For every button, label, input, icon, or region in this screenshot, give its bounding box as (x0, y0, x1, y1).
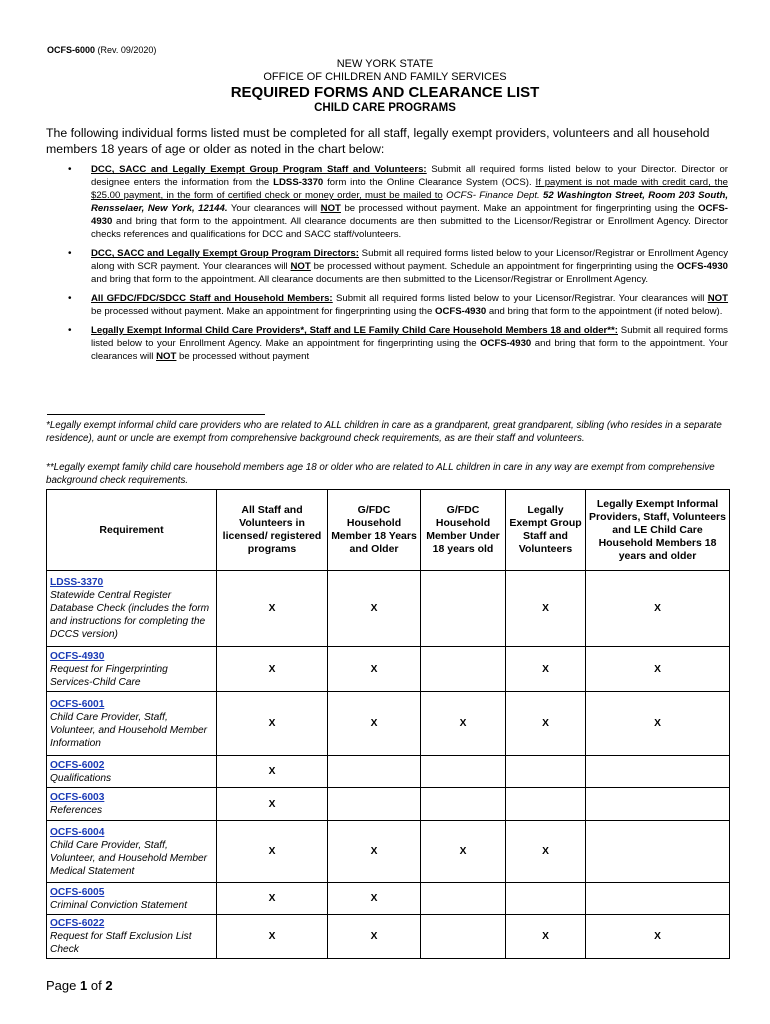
form-link[interactable]: OCFS-6002 (50, 759, 105, 771)
requirement-mark: X (217, 915, 328, 959)
table-row (47, 692, 730, 756)
header-requirement: Requirement (47, 490, 217, 571)
requirement-mark (328, 788, 421, 821)
bullet-icon: • (68, 164, 72, 175)
footnote-divider (47, 414, 265, 415)
bullet-item-legally-exempt (46, 324, 728, 363)
bullet-text: Your clearances will (227, 203, 321, 214)
bullet-text: be processed without payment. Schedule an appointment for fingerprinting using the (310, 261, 677, 272)
bullet-text: and bring that form to the appointment (if noted below). (486, 306, 723, 317)
table-header-row (47, 490, 730, 571)
requirement-mark: X (217, 821, 328, 883)
table-row (47, 571, 730, 647)
requirement-mark: X (217, 756, 328, 788)
table-row (47, 647, 730, 692)
requirement-mark (421, 788, 506, 821)
form-description: Qualifications (50, 772, 112, 784)
bullet-text: be processed without payment (176, 351, 310, 362)
form-code: OCFS-6000 (47, 45, 96, 55)
bullet-item-staff (46, 163, 728, 241)
table-row (47, 883, 730, 915)
instructions-list (46, 163, 728, 369)
requirement-mark: X (328, 821, 421, 883)
bullet-heading: DCC, SACC and Legally Exempt Group Program Staff and Volunteers: (91, 164, 427, 175)
form-link[interactable]: OCFS-6004 (50, 826, 105, 838)
bullet-heading: Legally Exempt Informal Child Care Providers*, Staff and LE Family Child Care Household Members 18 and older**: (91, 325, 618, 336)
requirement-cell (47, 821, 217, 883)
requirement-mark: X (586, 571, 730, 647)
requirement-mark: X (586, 647, 730, 692)
requirement-mark: X (586, 692, 730, 756)
form-description: Child Care Provider, Staff, Volunteer, and Household Member Medical Statement (50, 839, 208, 877)
table-row (47, 821, 730, 883)
requirement-mark (586, 883, 730, 915)
bullet-text: and bring that form to the appointment. All clearance documents are then submitted to the Licensor/Registrar or Enrollment Agency. Director checks references and qualifications for DCC and SACC staff/volunteers. (91, 216, 728, 240)
requirement-mark: X (421, 821, 506, 883)
form-rev: (Rev. 09/2020) (97, 45, 157, 55)
bullet-underline: If payment is not made with credit card, the $25.00 payment, in the form of certified check or money order, must be mailed to (91, 177, 729, 201)
bullet-bold: OCFS-4930 (434, 306, 487, 317)
requirement-mark: X (217, 571, 328, 647)
requirement-mark (421, 571, 506, 647)
header-gfdc-18-plus: G/FDC Household Member 18 Years and Older (328, 490, 421, 571)
requirement-mark (421, 883, 506, 915)
bullet-bold: NOT (707, 293, 729, 304)
form-description: References (50, 805, 103, 816)
bullet-bold: NOT (320, 203, 341, 214)
requirement-mark: X (217, 647, 328, 692)
page-number: 1 (80, 978, 88, 993)
requirement-mark: X (217, 788, 328, 821)
form-description: Criminal Conviction Statement (50, 899, 188, 911)
requirement-mark (506, 883, 586, 915)
requirement-cell (47, 788, 217, 821)
requirement-mark (328, 756, 421, 788)
requirement-mark: X (506, 915, 586, 959)
header-office: OFFICE OF CHILDREN AND FAMILY SERVICES (263, 71, 507, 83)
page-title: REQUIRED FORMS AND CLEARANCE LIST (230, 84, 540, 101)
bullet-heading: DCC, SACC and Legally Exempt Group Program Directors: (91, 248, 359, 259)
requirement-mark: X (506, 571, 586, 647)
form-link[interactable]: OCFS-4930 (50, 650, 105, 662)
requirement-mark (506, 756, 586, 788)
page-of-label: of (90, 978, 102, 993)
bullet-bold: OCFS-4930 (91, 203, 728, 227)
header-le-group: Legally Exempt Group Staff and Volunteers (506, 490, 586, 571)
bullet-bold: NOT (156, 351, 177, 362)
header-all-staff: All Staff and Volunteers in licensed/ registered programs (217, 490, 328, 571)
page-label: Page (46, 978, 77, 993)
requirement-mark: X (328, 647, 421, 692)
requirements-table (46, 489, 730, 959)
form-link[interactable]: OCFS-6003 (50, 792, 105, 803)
form-description: Request for Fingerprinting Services-Child Care (50, 663, 168, 688)
header-state: NEW YORK STATE (336, 58, 434, 70)
requirement-cell (47, 647, 217, 692)
bullet-text: Submit all required forms listed below to your Licensor/Registrar. Your clearances will (332, 293, 708, 304)
footnote-1: *Legally exempt informal child care providers who are related to ALL children in care as a grandparent, great grandparent, sibling (who resides in a separate residence), aunt or uncle are exempt from comprehensive background check requirements, as are their staff and volunteers. (46, 420, 722, 444)
bullet-heading: All GFDC/FDC/SDCC Staff and Household Members: (91, 293, 333, 304)
table-row (47, 788, 730, 821)
requirement-mark: X (328, 915, 421, 959)
bullet-item-household (46, 292, 728, 318)
intro-paragraph: The following individual forms listed must be completed for all staff, legally exempt providers, volunteers and all household members 18 years of age or older as noted in the chart below: (46, 126, 710, 156)
requirement-mark (586, 821, 730, 883)
header-gfdc-under-18: G/FDC Household Member Under 18 years old (421, 490, 506, 571)
bullet-bold: LDSS-3370 (273, 177, 324, 188)
requirement-mark: X (328, 692, 421, 756)
form-description: Statewide Central Register Database Check (includes the form and instructions for completing the DCCS version) (50, 590, 210, 640)
requirement-mark (421, 756, 506, 788)
requirement-mark (421, 915, 506, 959)
requirement-mark (586, 756, 730, 788)
requirement-mark: X (217, 692, 328, 756)
requirement-mark (421, 647, 506, 692)
page-footer (46, 978, 113, 993)
form-description: Child Care Provider, Staff, Volunteer, and Household Member Information (50, 711, 208, 749)
form-id (47, 45, 156, 55)
requirement-mark: X (328, 571, 421, 647)
requirement-mark (506, 788, 586, 821)
page-subtitle: CHILD CARE PROGRAMS (314, 102, 456, 114)
footnote-2: **Legally exempt family child care household members age 18 or older who are related to ALL children in care in any way are exempt from comprehensive background check requirements. (46, 462, 715, 486)
bullet-text: form into the Online Clearance System (OCS). (323, 177, 536, 188)
bullet-icon: • (68, 325, 72, 336)
requirement-mark: X (506, 647, 586, 692)
requirement-mark: X (506, 692, 586, 756)
requirement-mark (586, 788, 730, 821)
bullet-text: be processed without payment. Make an appointment for fingerprinting using the (340, 203, 699, 214)
requirement-cell (47, 571, 217, 647)
bullet-bold: NOT (290, 261, 311, 272)
page-total: 2 (105, 978, 113, 993)
bullet-item-directors (46, 247, 728, 286)
header-le-informal: Legally Exempt Informal Providers, Staff, Volunteers and LE Child Care Household Members 18 years and older (586, 490, 730, 571)
form-description: Request for Staff Exclusion List Check (50, 931, 192, 955)
bullet-text: and bring that form to the appointment. All clearance documents are then submitted to the Licensor/Registrar or Enrollment Agency. (91, 274, 649, 285)
requirement-cell (47, 756, 217, 788)
form-link[interactable]: OCFS-6005 (50, 886, 105, 898)
bullet-text: Submit all required forms listed below to your Enrollment Agency. Make an appointment for fingerprinting using the (91, 325, 728, 349)
bullet-text: be processed without payment. Make an appointment for fingerprinting using the (91, 306, 435, 317)
requirement-mark: X (217, 883, 328, 915)
bullet-text: Submit all required forms listed below to your Licensor/Registrar or Enrollment Agency along with SCR payment. Your clearances will (91, 248, 728, 272)
bullet-text: Submit all required forms listed below to your Director. Director or designee enters the information from the (91, 164, 729, 188)
requirement-cell (47, 915, 217, 959)
bullet-italic: OCFS- Finance Dept. (442, 190, 544, 201)
bullet-text: and bring that form to the appointment. Your clearances will (91, 338, 728, 362)
bullet-bold: OCFS-4930 (480, 338, 532, 349)
form-link[interactable]: LDSS-3370 (50, 577, 104, 588)
bullet-bold: OCFS-4930 (676, 261, 728, 272)
bullet-address: 52 Washington Street, Room 203 South, Rensselaer, New York, 12144. (91, 190, 728, 214)
table-row (47, 915, 730, 959)
requirement-mark: X (421, 692, 506, 756)
form-link[interactable]: OCFS-6001 (50, 698, 105, 710)
requirement-cell (47, 883, 217, 915)
bullet-icon: • (68, 248, 72, 259)
form-link[interactable]: OCFS-6022 (50, 918, 105, 929)
requirement-mark: X (328, 883, 421, 915)
requirement-mark: X (506, 821, 586, 883)
table-row (47, 756, 730, 788)
requirement-cell (47, 692, 217, 756)
bullet-icon: • (68, 293, 72, 304)
requirement-mark: X (586, 915, 730, 959)
